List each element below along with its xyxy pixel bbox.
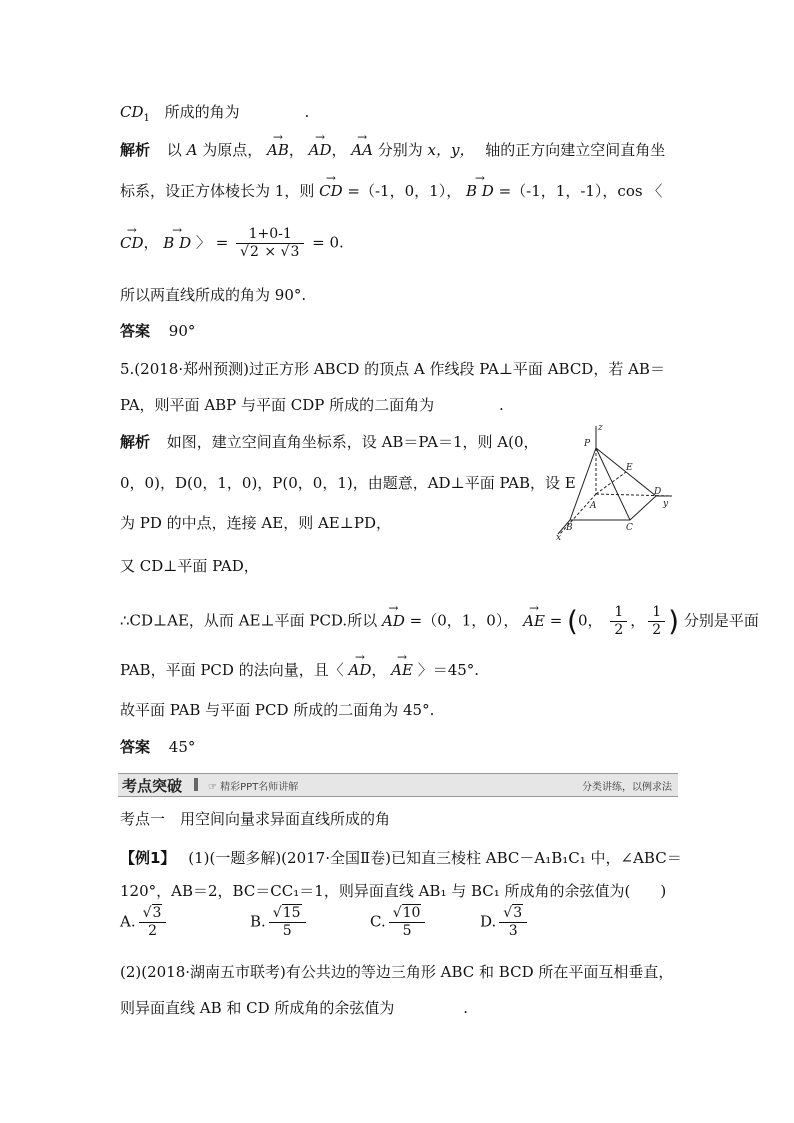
label-y: y	[663, 499, 669, 509]
vector-cd1: → CD	[319, 181, 343, 201]
example-line-1: 【例1】 (1)(一题多解)(2017·全国Ⅱ卷)已知直三棱柱 ABC－A₁B₁C₁ 中，∠ABC＝	[120, 849, 682, 867]
answer-label-2: 答案	[120, 738, 151, 756]
answer-value-2: 45°	[168, 738, 196, 756]
pyramid-figure	[550, 424, 680, 540]
line-7: 5.(2018·郑州预测)过正方形 ABCD 的顶点 A 作线段 PA⊥平面 ABCD，若 AB＝	[120, 360, 665, 378]
vector-cd1-2: → CD	[120, 233, 144, 253]
option-d: D. $\frac{√3}{3}$	[480, 905, 530, 940]
option-a: A. $\frac{√3}{2}$	[120, 905, 169, 940]
angle-text: 所成的角为	[164, 103, 240, 121]
section-heading: 考点一 用空间向量求异面直线所成的角	[120, 810, 391, 828]
option-c: C. $\frac{√10}{5}$	[370, 905, 428, 940]
label-d: D	[654, 487, 662, 497]
answer-label: 答案	[120, 322, 151, 340]
label-e: E	[626, 463, 633, 473]
analysis-label: 解析	[120, 141, 151, 159]
vector-ad-2: → AD	[382, 611, 405, 631]
example-line-2: 120°，AB＝2，BC＝CC₁＝1，则异面直线 AB₁ 与 BC₁ 所成角的余弦值为( )	[120, 882, 667, 900]
line-6	[120, 321, 195, 341]
label-c: C	[626, 523, 633, 533]
line-9: 解析 如图，建立空间直角坐标系，设 AB＝PA＝1，则 A(0，	[120, 433, 539, 451]
banner-divider	[194, 778, 198, 791]
label-x: x	[556, 533, 562, 540]
line-3: 标系，设正方体棱长为 1，则 → CD =（-1，0，1）， → B D =（-1，1，-1），cos 〈	[120, 181, 662, 201]
answer-value: 90°	[168, 322, 196, 340]
edge-pc	[596, 448, 630, 520]
option-b: B. $\frac{√15}{5}$	[250, 905, 309, 940]
label-b: B	[566, 523, 573, 533]
vector-ad-3: → AD	[349, 660, 372, 680]
example-label: 【例1】	[120, 849, 176, 867]
section-banner	[118, 773, 678, 797]
banner-title: 考点突破	[122, 777, 183, 795]
line-5: 所以两直线所成的角为 90°.	[120, 286, 307, 304]
label-p: P	[584, 439, 591, 449]
line-11: 为 PD 的中点，连接 AE，则 AE⊥PD，	[120, 514, 391, 532]
example2-line-1: (2)(2018·湖南五市联考)有公共边的等边三角形 ABC 和 BCD 所在平面互相垂直，	[120, 963, 674, 981]
example2-line-2: 则异面直线 AB 和 CD 所成角的余弦值为 .	[120, 999, 468, 1017]
vector-b1d: → B D	[466, 181, 494, 201]
vector-b1d-2: → B D	[163, 233, 191, 253]
edge-ae	[596, 472, 626, 494]
line-14: PAB，平面 PCD 的法向量，且〈 → AD， → AE 〉＝45°.	[120, 660, 479, 680]
vector-ab: → AB	[267, 140, 289, 160]
line-4: → CD， → B D 〉 = $\frac{1+0-1}{√2 \times √3}$ = 0.	[120, 226, 344, 261]
line-13: ∴CD⊥AE，从而 AE⊥平面 PCD.所以 → AD =（0，1，0）， → AE = (0， $\frac{1}{2}$ ， $\frac{1}{2}$ ) 分别是平面	[120, 604, 759, 639]
vector-ae-2: → AE	[391, 660, 413, 680]
line-8: PA，则平面 ABP 与平面 CDP 所成的二面角为 .	[120, 396, 504, 414]
label-z: z	[598, 424, 603, 433]
analysis-label-2: 解析	[120, 433, 151, 451]
banner-right-text: 分类讲练，以例求法	[582, 782, 672, 793]
line-10: 0，0)，D(0，1，0)，P(0，0，1)，由题意，AD⊥平面 PAB，设 E	[120, 474, 576, 492]
line-16	[120, 737, 195, 757]
vector-aa1: → AA	[351, 140, 373, 160]
line-2: 解析 以 A 为原点， → AB， → AD， → AA 分别为 x，y， 轴的正方向建立空间直角坐	[120, 140, 665, 160]
line-12: 又 CD⊥平面 PAD，	[120, 557, 259, 575]
label-a: A	[590, 501, 597, 511]
vector-ae: → AE	[523, 611, 545, 631]
cos-fraction: $\frac{1+0-1}{√2 \times √3}$	[236, 226, 304, 261]
vector-ad: → AD	[309, 140, 332, 160]
edge-cd	[630, 496, 656, 520]
banner-subtitle: ☞ 精彩PPT名师讲解	[208, 782, 299, 793]
line-15: 故平面 PAB 与平面 PCD 所成的二面角为 45°.	[120, 701, 435, 719]
var-cd1: CD	[120, 103, 144, 121]
line-1: $CD_1$ 所成的角为 .	[120, 103, 310, 124]
